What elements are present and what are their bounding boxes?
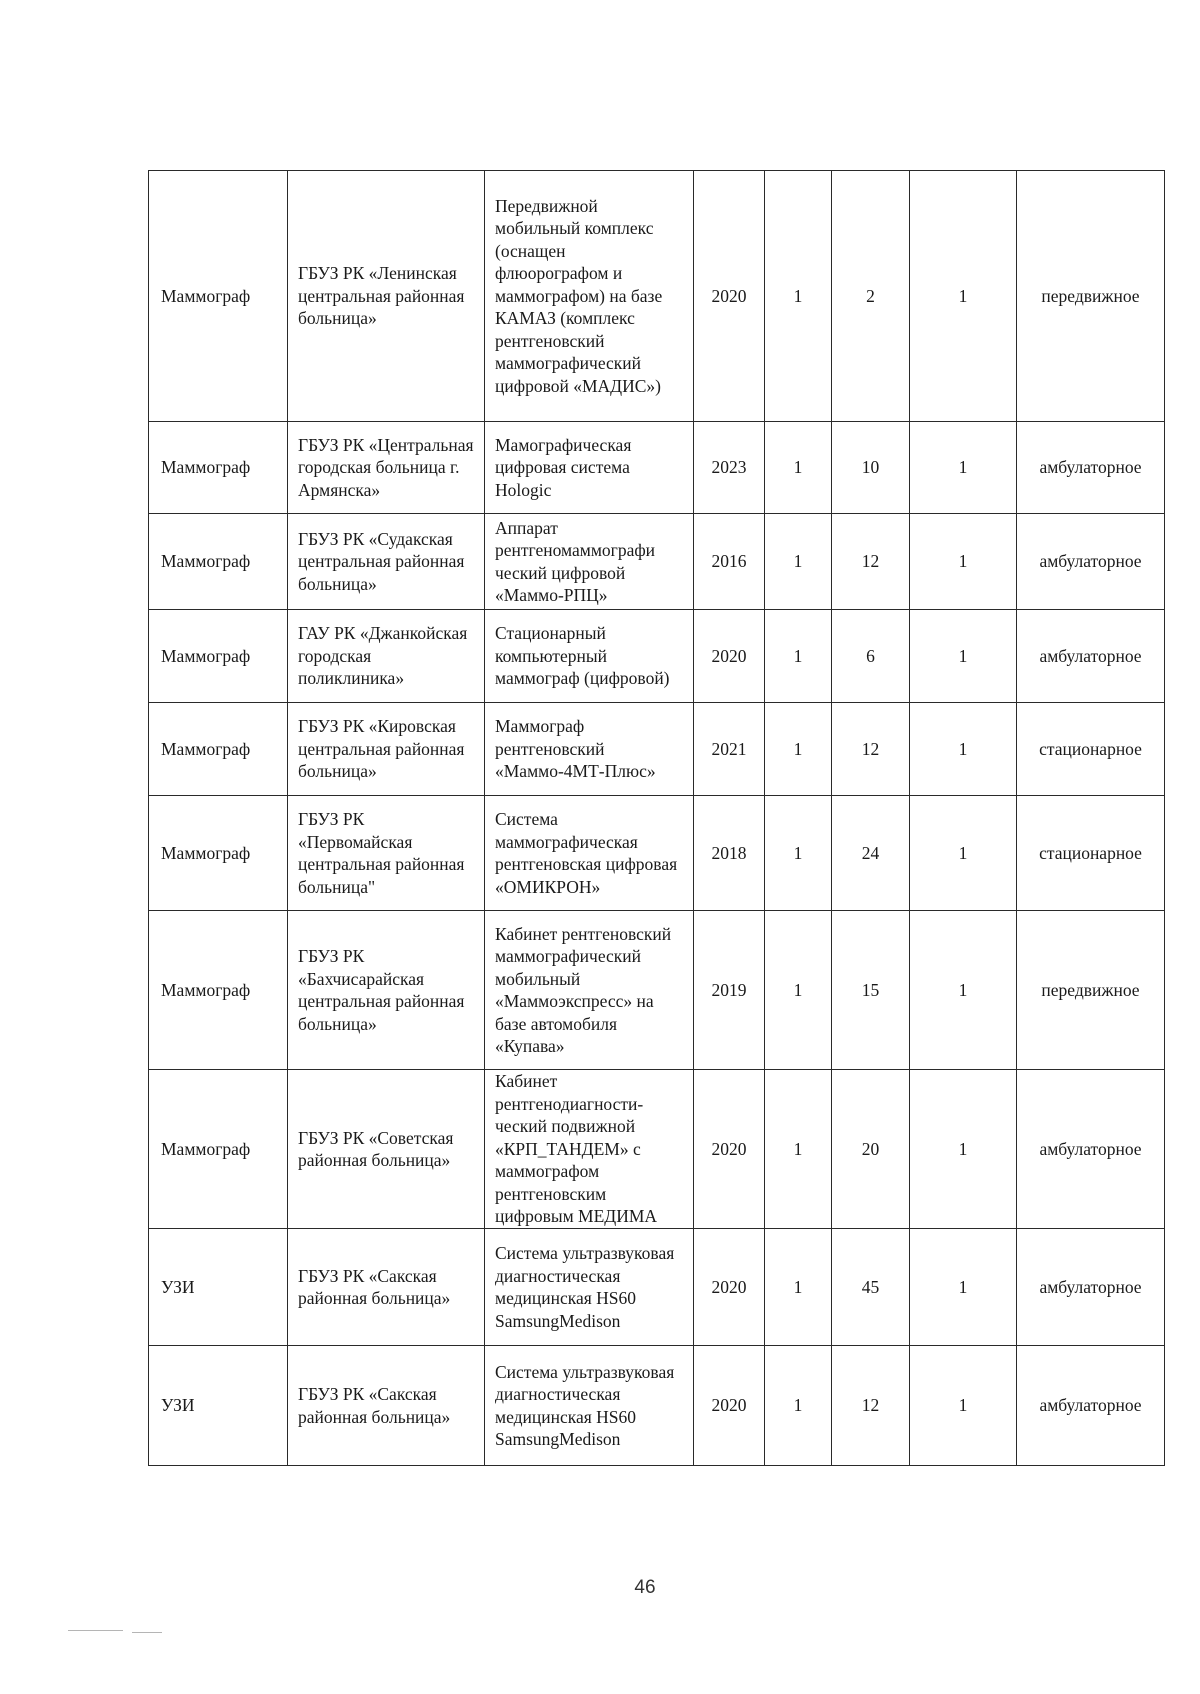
device-cell: Аппарат рентгеномаммографи ческий цифровой «Маммо-РПЦ»: [485, 514, 694, 610]
organization-cell: ГБУЗ РК «Сакская районная больница»: [288, 1346, 485, 1466]
device-cell: Маммограф рентгеновский «Маммо-4МТ-Плюс»: [485, 703, 694, 796]
count-cell: 1: [910, 703, 1017, 796]
year-cell: 2019: [694, 911, 765, 1070]
table-row: [149, 171, 1165, 422]
equipment-table: [148, 170, 1165, 1466]
device-cell: Стационарный компьютерный маммограф (цифровой): [485, 610, 694, 703]
organization-cell: ГБУЗ РК «Советская районная больница»: [288, 1070, 485, 1229]
device-cell: Система маммографическая рентгеновская цифровая «ОМИКРОН»: [485, 796, 694, 911]
usage-mode-cell: амбулаторное: [1017, 422, 1165, 514]
scan-artifact: [132, 1632, 162, 1633]
device-cell: Кабинет рентгеновский маммографический мобильный «Маммоэкспресс» на базе автомобиля «Купава»: [485, 911, 694, 1070]
equipment-type-cell: Маммограф: [149, 703, 288, 796]
count-cell: 1: [765, 171, 832, 422]
count-cell: 1: [910, 911, 1017, 1070]
table-row: [149, 514, 1165, 610]
value-cell: 20: [832, 1070, 910, 1229]
year-cell: 2020: [694, 1346, 765, 1466]
count-cell: 1: [910, 171, 1017, 422]
equipment-type-cell: Маммограф: [149, 514, 288, 610]
count-cell: 1: [765, 422, 832, 514]
scan-artifact: [68, 1630, 123, 1631]
device-cell: Передвижной мобильный комплекс (оснащен флюорографом и маммографом) на базе КАМАЗ (комплекс рентгеновский маммографический цифровой «МАДИС»): [485, 171, 694, 422]
count-cell: 1: [910, 796, 1017, 911]
equipment-type-cell: УЗИ: [149, 1229, 288, 1346]
count-cell: 1: [910, 514, 1017, 610]
value-cell: 2: [832, 171, 910, 422]
usage-mode-cell: амбулаторное: [1017, 1070, 1165, 1229]
count-cell: 1: [765, 911, 832, 1070]
usage-mode-cell: амбулаторное: [1017, 514, 1165, 610]
table-row: [149, 422, 1165, 514]
equipment-type-cell: Маммограф: [149, 1070, 288, 1229]
count-cell: 1: [765, 1070, 832, 1229]
year-cell: 2020: [694, 1229, 765, 1346]
organization-cell: ГБУЗ РК «Кировская центральная районная больница»: [288, 703, 485, 796]
value-cell: 24: [832, 796, 910, 911]
count-cell: 1: [765, 1229, 832, 1346]
device-cell: Система ультразвуковая диагностическая медицинская HS60 SamsungMedison: [485, 1229, 694, 1346]
page-number: 46: [634, 1577, 656, 1598]
table-row: [149, 796, 1165, 911]
equipment-type-cell: УЗИ: [149, 1346, 288, 1466]
organization-cell: ГАУ РК «Джанкойская городская поликлиника»: [288, 610, 485, 703]
table-row: [149, 1070, 1165, 1229]
count-cell: 1: [765, 703, 832, 796]
organization-cell: ГБУЗ РК «Бахчисарайская центральная районная больница»: [288, 911, 485, 1070]
table-row: [149, 703, 1165, 796]
count-cell: 1: [910, 1070, 1017, 1229]
table-row: [149, 1346, 1165, 1466]
value-cell: 10: [832, 422, 910, 514]
year-cell: 2018: [694, 796, 765, 911]
equipment-type-cell: Маммограф: [149, 171, 288, 422]
organization-cell: ГБУЗ РК «Сакская районная больница»: [288, 1229, 485, 1346]
count-cell: 1: [910, 1229, 1017, 1346]
equipment-type-cell: Маммограф: [149, 422, 288, 514]
usage-mode-cell: амбулаторное: [1017, 1346, 1165, 1466]
table-row: [149, 610, 1165, 703]
count-cell: 1: [765, 1346, 832, 1466]
equipment-type-cell: Маммограф: [149, 610, 288, 703]
equipment-type-cell: Маммограф: [149, 911, 288, 1070]
count-cell: 1: [910, 422, 1017, 514]
count-cell: 1: [910, 1346, 1017, 1466]
device-cell: Кабинет рентгенодиагности-ческий подвижной «КРП_ТАНДЕМ» с маммографом рентгеновским цифровым МЕДИМА: [485, 1070, 694, 1229]
value-cell: 12: [832, 1346, 910, 1466]
usage-mode-cell: амбулаторное: [1017, 610, 1165, 703]
year-cell: 2021: [694, 703, 765, 796]
equipment-type-cell: Маммограф: [149, 796, 288, 911]
count-cell: 1: [765, 514, 832, 610]
year-cell: 2020: [694, 610, 765, 703]
year-cell: 2016: [694, 514, 765, 610]
table-row: [149, 1229, 1165, 1346]
device-cell: Мамографическая цифровая система Hologic: [485, 422, 694, 514]
value-cell: 12: [832, 514, 910, 610]
usage-mode-cell: амбулаторное: [1017, 1229, 1165, 1346]
value-cell: 45: [832, 1229, 910, 1346]
usage-mode-cell: передвижное: [1017, 171, 1165, 422]
table-row: [149, 911, 1165, 1070]
count-cell: 1: [765, 610, 832, 703]
value-cell: 12: [832, 703, 910, 796]
year-cell: 2023: [694, 422, 765, 514]
organization-cell: ГБУЗ РК «Центральная городская больница г. Армянска»: [288, 422, 485, 514]
organization-cell: ГБУЗ РК «Ленинская центральная районная больница»: [288, 171, 485, 422]
organization-cell: ГБУЗ РК «Первомайская центральная районная больница": [288, 796, 485, 911]
value-cell: 15: [832, 911, 910, 1070]
count-cell: 1: [765, 796, 832, 911]
usage-mode-cell: передвижное: [1017, 911, 1165, 1070]
usage-mode-cell: стационарное: [1017, 796, 1165, 911]
device-cell: Система ультразвуковая диагностическая медицинская HS60 SamsungMedison: [485, 1346, 694, 1466]
year-cell: 2020: [694, 1070, 765, 1229]
count-cell: 1: [910, 610, 1017, 703]
organization-cell: ГБУЗ РК «Судакская центральная районная больница»: [288, 514, 485, 610]
year-cell: 2020: [694, 171, 765, 422]
value-cell: 6: [832, 610, 910, 703]
usage-mode-cell: стационарное: [1017, 703, 1165, 796]
